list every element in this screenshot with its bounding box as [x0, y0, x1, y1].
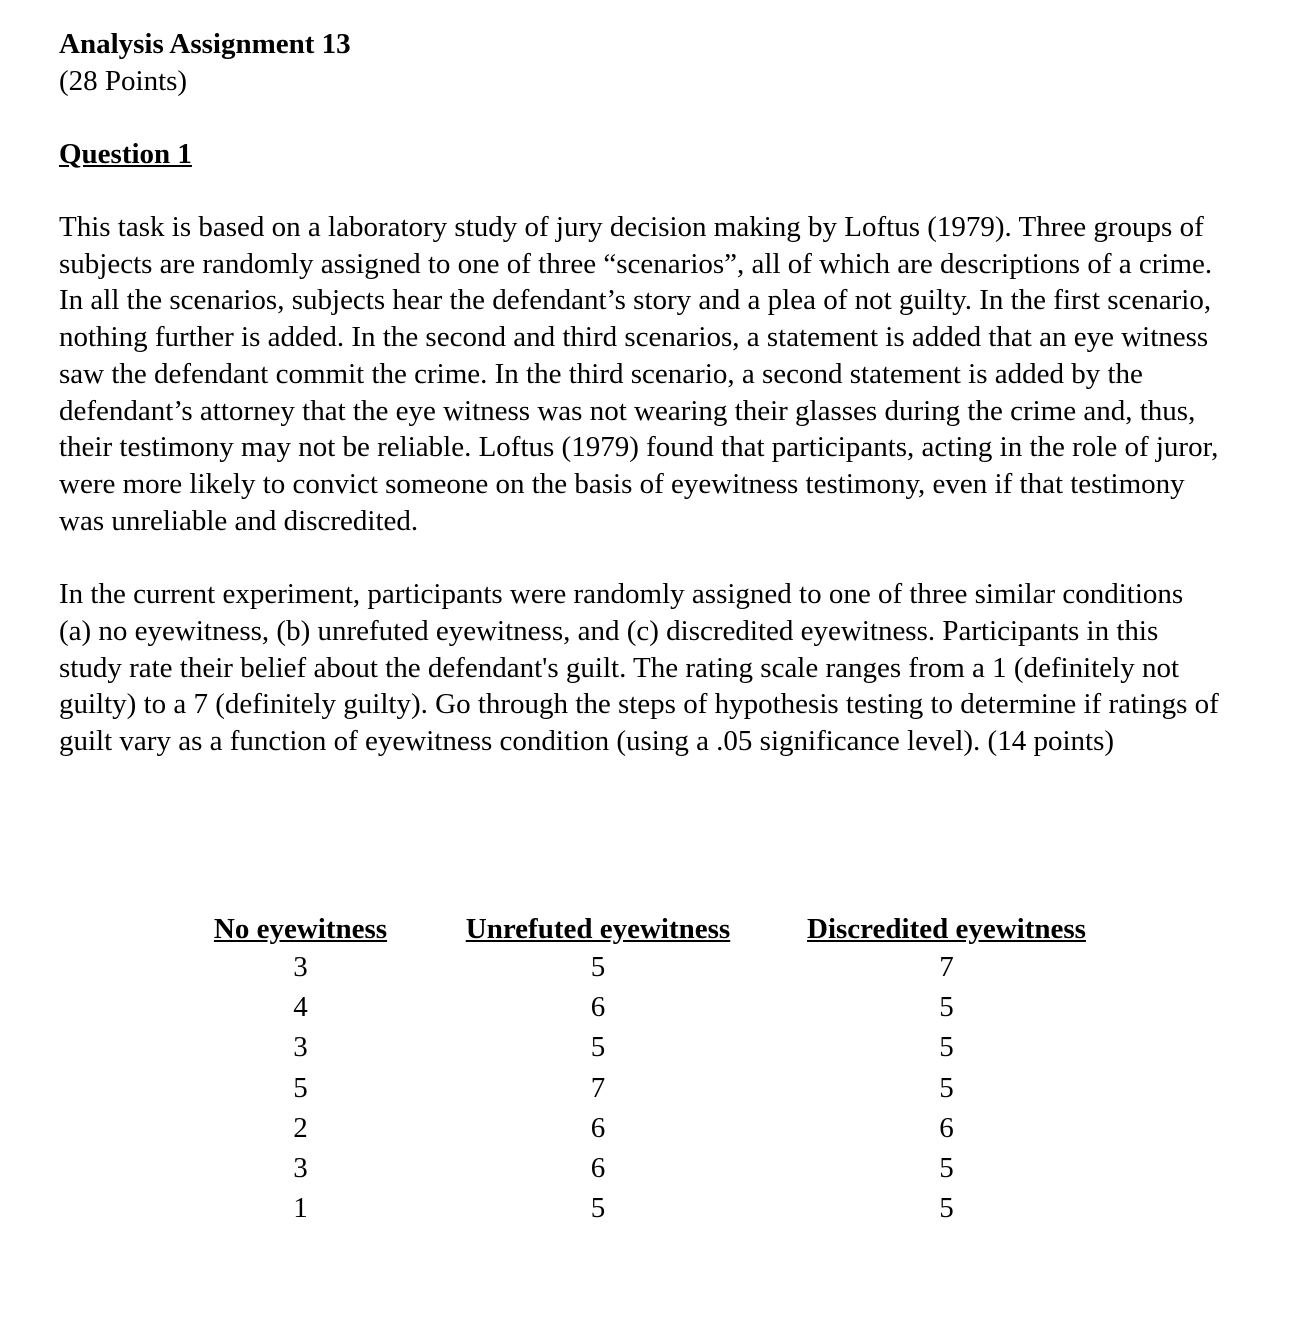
table-cell: 5	[939, 1031, 954, 1064]
column-values	[452, 947, 744, 1228]
table-cell: 5	[590, 1031, 606, 1064]
table-column-discredited-eyewitness	[792, 911, 1101, 1228]
table-cell: 6	[590, 1151, 606, 1184]
table-cell: 6	[939, 1111, 954, 1144]
table-cell: 5	[590, 1192, 606, 1225]
table-cell: 3	[293, 1151, 308, 1184]
table-cell: 5	[939, 991, 954, 1024]
paragraph-background: This task is based on a laboratory study of jury decision making by Loftus (1979). Three groups of subjects are randomly assigned to one of three “scenarios”, all of which are descriptions of a crime. In all the scenarios, subjects hear the defendant’s story and a plea of not guilty. In the first scenario, nothing further is added. In the second and third scenarios, a statement is added that an eye witness saw the defendant commit the crime. In the third scenario, a second statement is added by the defendant’s attorney that the eye witness was not wearing their glasses during the crime and, thus, their testimony may not be reliable. Loftus (1979) found that participants, acting in the role of juror, were more likely to convict someone on the basis of eyewitness testimony, even if that testimony was unreliable and discredited.	[59, 211, 1219, 537]
document	[59, 26, 1259, 760]
table-column-no-eyewitness	[205, 911, 396, 1228]
table-cell: 5	[939, 1071, 954, 1104]
column-values	[205, 947, 396, 1228]
table-cell: 4	[293, 991, 308, 1024]
table-column-unrefuted-eyewitness	[452, 911, 744, 1228]
table-cell: 1	[293, 1192, 308, 1225]
column-header: No eyewitness	[213, 913, 388, 945]
table-cell: 5	[293, 1071, 308, 1104]
column-values	[792, 947, 1101, 1228]
table-cell: 5	[590, 951, 606, 983]
table-cell: 7	[939, 951, 954, 983]
table-cell: 2	[293, 1111, 308, 1144]
table-cell: 3	[293, 951, 308, 983]
table-cell: 7	[590, 1071, 606, 1104]
column-header: Unrefuted eyewitness	[465, 913, 731, 945]
table-cell: 3	[293, 1031, 308, 1064]
assignment-title: Analysis Assignment 13	[59, 28, 351, 60]
assignment-points: (28 Points)	[59, 65, 188, 97]
question-heading: Question 1	[59, 138, 192, 170]
column-header: Discredited eyewitness	[807, 913, 1086, 945]
paragraph-task: In the current experiment, participants were randomly assigned to one of three similar conditions (a) no eyewitness, (b) unrefuted eyewitness, and (c) discredited eyewitness. Participants in this study rate their belief about the defendant's guilt. The rating scale ranges from a 1 (definitely not guilty) to a 7 (definitely guilty). Go through the steps of hypothesis testing to determine if ratings of guilt vary as a function of eyewitness condition (using a .05 significance level). (14 points)	[59, 578, 1219, 758]
table-cell: 6	[590, 991, 606, 1024]
table-cell: 5	[939, 1151, 954, 1184]
table-cell: 6	[590, 1111, 606, 1144]
table-cell: 5	[939, 1192, 954, 1225]
